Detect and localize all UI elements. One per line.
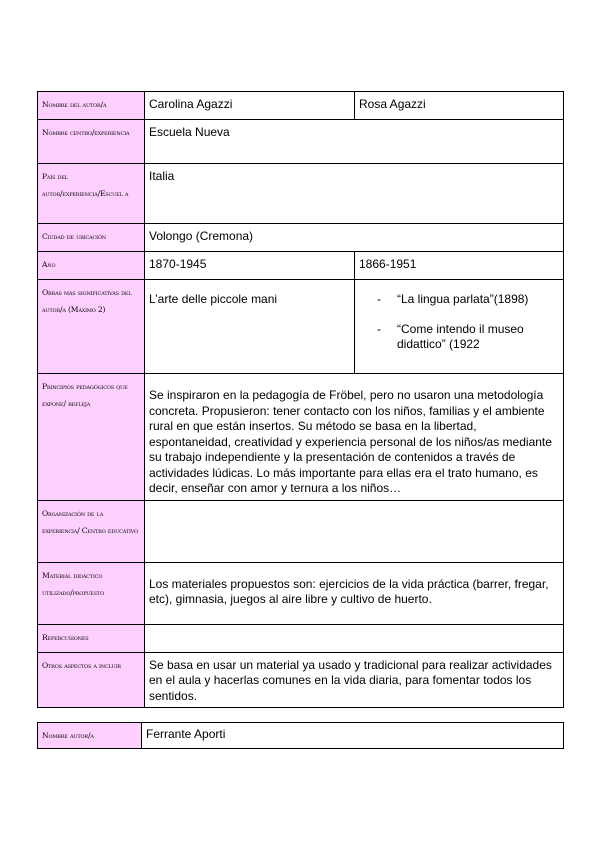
row-material (38, 562, 564, 624)
row-centro (38, 120, 564, 164)
value-material: Los materiales propuestos son: ejercicios de la vida práctica (barrer, fregar, etc), gimnasia, juegos al aire libre y cultivo de huerto. (145, 562, 564, 624)
value-autor-2: Rosa Agazzi (355, 92, 564, 120)
list-item: - “Come intendo il museo didattico” (1922 (359, 322, 559, 353)
value-autor-1: Carolina Agazzi (145, 92, 355, 120)
row-ciudad (38, 224, 564, 252)
value-centro: Escuela Nueva (145, 120, 564, 164)
row-organizacion (38, 500, 564, 562)
label-material: Material didáctico utilizado/propuesto (38, 562, 145, 624)
row-autor (38, 92, 564, 120)
label-repercusiones: Repercusiones (38, 624, 145, 652)
label-autor-2: Nombre autor/a (38, 723, 142, 749)
obras-list (359, 292, 559, 353)
label-anio: Año (38, 252, 145, 280)
row-obras (38, 280, 564, 374)
label-pais: País del autor/experiencia/Escuel a (38, 164, 145, 224)
label-ciudad: Ciudad de ubicación (38, 224, 145, 252)
row-repercusiones (38, 624, 564, 652)
label-organizacion: Organización de la experiencia/ Centro educativo (38, 500, 145, 562)
value-obras-1: L’arte delle piccole mani (145, 280, 355, 374)
value-anio-1: 1870-1945 (145, 252, 355, 280)
author-info-table (37, 91, 564, 708)
value-otros: Se basa en usar un material ya usado y tradicional para realizar actividades en el aula y hacerlas comunes en la vida diaria, para fomentar todos los sentidos. (145, 652, 564, 708)
label-autor: Nombre del autor/a (38, 92, 145, 120)
label-otros: Otros aspectos a incluir (38, 652, 145, 708)
row-autor-2 (38, 723, 564, 749)
row-principios (38, 374, 564, 501)
value-ciudad: Volongo (Cremona) (145, 224, 564, 252)
row-pais (38, 164, 564, 224)
value-anio-2: 1866-1951 (355, 252, 564, 280)
row-anio (38, 252, 564, 280)
label-principios: Principios pedagógicos que expone/ refleja (38, 374, 145, 501)
value-pais: Italia (145, 164, 564, 224)
value-organizacion (145, 500, 564, 562)
label-obras: Obras más significativas del autor/a (Máximo 2) (38, 280, 145, 374)
row-otros (38, 652, 564, 708)
list-item: - “La lingua parlata”(1898) (359, 292, 559, 308)
value-autor-2-table: Ferrante Aporti (142, 723, 564, 749)
author-info-table-2 (37, 722, 564, 749)
value-repercusiones (145, 624, 564, 652)
value-principios: Se inspiraron en la pedagogía de Fröbel, pero no usaron una metodología concreta. Propusieron: tener contacto con los niños, familias y el ambiente rural en que están insertos. Su método se basa en la libertad, espontaneidad, creatividad y experiencia personal de los niños/as mediante su trabajo independiente y la presentación de contenidos a través de actividades lúdicas. Lo más importante para ellas era el trato humano, es decir, enseñar con amor y ternura a los niños… (145, 374, 564, 501)
value-obras-2 (355, 280, 564, 374)
label-centro: Nombre centro/experiencia (38, 120, 145, 164)
